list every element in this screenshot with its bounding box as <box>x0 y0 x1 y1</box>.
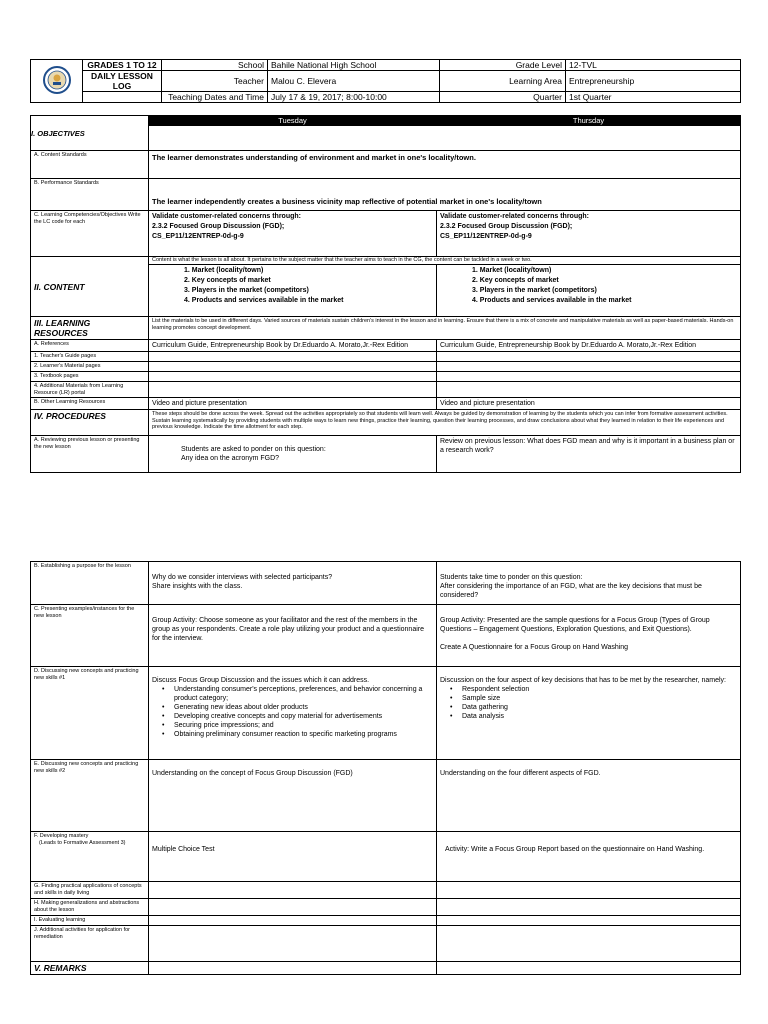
content-item: 1. Market (locality/town) <box>472 267 552 274</box>
remarks-day1 <box>149 962 437 975</box>
blank-cell <box>83 92 162 103</box>
list-item: • Respondent selection <box>440 685 737 694</box>
list-item: • Developing creative concepts and copy material for advertisements <box>152 712 433 721</box>
proc-d-day2 <box>437 667 741 760</box>
proc-j-day2 <box>437 926 741 962</box>
proc-d-day2-intro: Discussion on the four aspect of key decisions that has to be met by the researcher, namely: <box>440 677 726 684</box>
lesson-table-page2 <box>30 561 741 975</box>
list-item: • Generating new ideas about older products <box>152 703 433 712</box>
tb-day1 <box>149 372 437 382</box>
resources-note: List the materials to be used in different days. Varied sources of materials sustain children's interest in the lesson and in learning. Ensure that there is a mix of concrete and manipulative materials as well as paper-based materials. Hands-on learning promotes concept development. <box>149 317 741 340</box>
objectives-blank <box>149 126 741 151</box>
content-item: 3. Players in the market (competitors) <box>184 287 309 294</box>
procedures-note: These steps should be done across the week. Spread out the activities appropriately so that students will learn well. Always be guided by demonstration of learning by the students which you can infer from formative assessment activities. Sustain learning systematically by providing students with multiple ways to learn new things, practice their learning, question their learning processes, and draw conclusions about what they learned in relation to their life experiences and previous knowledge. Indicate the time allotment for each step. <box>149 410 741 436</box>
proc-a-day1-line: Any idea on the acronym FGD? <box>181 455 280 462</box>
competencies-day2 <box>437 211 741 257</box>
grade-level-value: 12-TVL <box>566 60 741 71</box>
proc-j-label: J. Additional activities for application for remediation <box>31 926 149 962</box>
remarks-day2 <box>437 962 741 975</box>
content-standards-text: The learner demonstrates understanding of environment and market in one's locality/town. <box>149 151 741 179</box>
content-item: 2. Key concepts of market <box>184 277 271 284</box>
proc-f-label <box>31 832 149 882</box>
learning-area-label: Learning Area <box>440 71 566 92</box>
grade-level-label: Grade Level <box>440 60 566 71</box>
am-day1 <box>149 382 437 398</box>
school-label: School <box>162 60 268 71</box>
lesson-table-page1 <box>30 115 741 473</box>
quarter-value: 1st Quarter <box>566 92 741 103</box>
proc-e-day1: Understanding on the concept of Focus Group Discussion (FGD) <box>149 760 437 832</box>
proc-a-label: A. Reviewing previous lesson or presenting the new lesson <box>31 436 149 473</box>
competencies-label: C. Learning Competencies/Objectives Write the LC code for each <box>31 211 149 257</box>
tg-day2 <box>437 352 741 362</box>
quarter-label: Quarter <box>440 92 566 103</box>
competencies-day1 <box>149 211 437 257</box>
competency-line: 2.3.2 Focused Group Discussion (FGD); <box>440 223 573 230</box>
proc-i-label: I. Evaluating learning <box>31 916 149 926</box>
proc-i-day2 <box>437 916 741 926</box>
proc-e-label: E. Discussing new concepts and practicing new skills #2 <box>31 760 149 832</box>
proc-i-day1 <box>149 916 437 926</box>
procedures-title: IV. PROCEDURES <box>31 410 149 436</box>
competency-line: CS_EP11/12ENTREP-0d-g-9 <box>152 233 244 240</box>
proc-a-day1 <box>149 436 437 473</box>
day1-header: Tuesday <box>149 116 437 126</box>
other-day1: Video and picture presentation <box>149 398 437 410</box>
other-resources-label: B. Other Learning Resources <box>31 398 149 410</box>
proc-d-day2-list <box>440 685 737 721</box>
content-item: 3. Players in the market (competitors) <box>472 287 597 294</box>
content-list-day2 <box>437 265 741 317</box>
content-item: 4. Products and services available in the market <box>472 297 632 304</box>
list-item: • Obtaining preliminary consumer reaction to specific marketing programs <box>152 730 433 739</box>
proc-g-day1 <box>149 882 437 899</box>
proc-f-day1: Multiple Choice Test <box>149 832 437 882</box>
proc-b-day1 <box>149 562 437 605</box>
competency-line: Validate customer-related concerns through: <box>152 213 301 220</box>
dates-label: Teaching Dates and Time <box>162 92 268 103</box>
day2-header: Thursday <box>437 116 741 126</box>
proc-c-day2 <box>437 605 741 667</box>
proc-g-day2 <box>437 882 741 899</box>
proc-d-label: D. Discussing new concepts and practicing new skills #1 <box>31 667 149 760</box>
log-title: DAILY LESSON LOG <box>83 71 162 92</box>
proc-c-day2-line: Group Activity: Presented are the sample questions for a Focus Group (Types of Group Questions – Engagement Questions, Exploration Questions, and Exit Questions). <box>440 617 710 633</box>
proc-b-day2-line: After considering the importance of an FGD, what are the key decisions that must be considered? <box>440 583 702 599</box>
header-table <box>30 59 741 103</box>
proc-a-day2: Review on previous lesson: What does FGD mean and why is it important in a business plan or a research work? <box>437 436 741 473</box>
proc-e-day2: Understanding on the four different aspects of FGD. <box>437 760 741 832</box>
proc-j-day1 <box>149 926 437 962</box>
additional-materials-label: 4. Additional Materials from Learning Resource (LR) portal <box>31 382 149 398</box>
competency-line: CS_EP11/12ENTREP-0d-g-9 <box>440 233 532 240</box>
list-item: • Data analysis <box>440 712 737 721</box>
proc-c-day1: Group Activity: Choose someone as your facilitator and the rest of the members in the group as your respondents. Create a role play utilizing your product and a questionnaire for the interview. <box>149 605 437 667</box>
proc-h-day2 <box>437 899 741 916</box>
references-label: A. References <box>31 340 149 352</box>
proc-d-day1-intro: Discuss Focus Group Discussion and the issues which it can address. <box>152 677 370 684</box>
lm-day1 <box>149 362 437 372</box>
content-list-day1 <box>149 265 437 317</box>
dates-value: July 17 & 19, 2017; 8:00-10:00 <box>268 92 440 103</box>
deped-seal <box>31 60 83 103</box>
lm-day2 <box>437 362 741 372</box>
proc-a-day1-line: Students are asked to ponder on this question: <box>181 446 326 453</box>
content-standards-label: A. Content Standards <box>31 151 149 179</box>
teachers-guide-label: 1. Teacher's Guide pages <box>31 352 149 362</box>
teacher-label: Teacher <box>162 71 268 92</box>
other-day2: Video and picture presentation <box>437 398 741 410</box>
tb-day2 <box>437 372 741 382</box>
deped-seal-icon <box>43 66 71 94</box>
content-item: 1. Market (locality/town) <box>184 267 264 274</box>
content-item: 2. Key concepts of market <box>472 277 559 284</box>
resources-title: III. LEARNING RESOURCES <box>31 317 149 340</box>
learners-material-label: 2. Learner's Material pages <box>31 362 149 372</box>
proc-b-day1-line: Share insights with the class. <box>152 583 243 590</box>
proc-h-label: H. Making generalizations and abstractions about the lesson <box>31 899 149 916</box>
content-note: Content is what the lesson is all about. It pertains to the subject matter that the teacher aims to teach in the CG, the content can be tackled in a week or two. <box>149 257 741 265</box>
list-item: • Securing price impressions; and <box>152 721 433 730</box>
proc-c-label: C. Presenting examples/instances for the new lesson <box>31 605 149 667</box>
learning-area-value: Entrepreneurship <box>566 71 741 92</box>
proc-g-label: G. Finding practical applications of concepts and skills in daily living <box>31 882 149 899</box>
textbook-label: 3. Textbook pages <box>31 372 149 382</box>
performance-standards-label: B. Performance Standards <box>31 179 149 211</box>
list-item: • Data gathering <box>440 703 737 712</box>
proc-f-label-line: (Leads to Formative Assessment 3) <box>39 839 126 846</box>
grades-label: GRADES 1 TO 12 <box>83 60 162 71</box>
proc-b-label: B. Establishing a purpose for the lesson <box>31 562 149 605</box>
am-day2 <box>437 382 741 398</box>
tg-day1 <box>149 352 437 362</box>
performance-standards-text: The learner independently creates a business vicinity map reflective of potential market in one's locality/town <box>149 179 741 211</box>
school-value: Bahile National High School <box>268 60 440 71</box>
references-day1: Curriculum Guide, Entrepreneurship Book by Dr.Eduardo A. Morato,Jr.-Rex Edition <box>149 340 437 352</box>
proc-b-day1-line: Why do we consider interviews with selected participants? <box>152 574 333 581</box>
competency-line: 2.3.2 Focused Group Discussion (FGD); <box>152 223 285 230</box>
content-item: 4. Products and services available in the market <box>184 297 344 304</box>
proc-b-day2-line: Students take time to ponder on this question: <box>440 574 583 581</box>
list-item: • Understanding consumer's perceptions, preferences, and behavior concerning a product category; <box>152 685 433 703</box>
remarks-title: V. REMARKS <box>31 962 149 975</box>
references-day2: Curriculum Guide, Entrepreneurship Book by Dr.Eduardo A. Morato,Jr.-Rex Edition <box>437 340 741 352</box>
competency-line: Validate customer-related concerns through: <box>440 213 589 220</box>
proc-d-day1 <box>149 667 437 760</box>
objectives-title: I. OBJECTIVES <box>31 116 149 151</box>
proc-d-day1-list <box>152 685 433 739</box>
proc-c-day2-line: Create A Questionnaire for a Focus Group on Hand Washing <box>440 644 629 651</box>
proc-h-day1 <box>149 899 437 916</box>
list-item: • Sample size <box>440 694 737 703</box>
proc-f-day2: Activity: Write a Focus Group Report based on the questionnaire on Hand Washing. <box>437 832 741 882</box>
proc-b-day2 <box>437 562 741 605</box>
teacher-value: Malou C. Elevera <box>268 71 440 92</box>
proc-f-label-line: F. Developing mastery <box>34 833 89 839</box>
content-title: II. CONTENT <box>31 257 149 317</box>
